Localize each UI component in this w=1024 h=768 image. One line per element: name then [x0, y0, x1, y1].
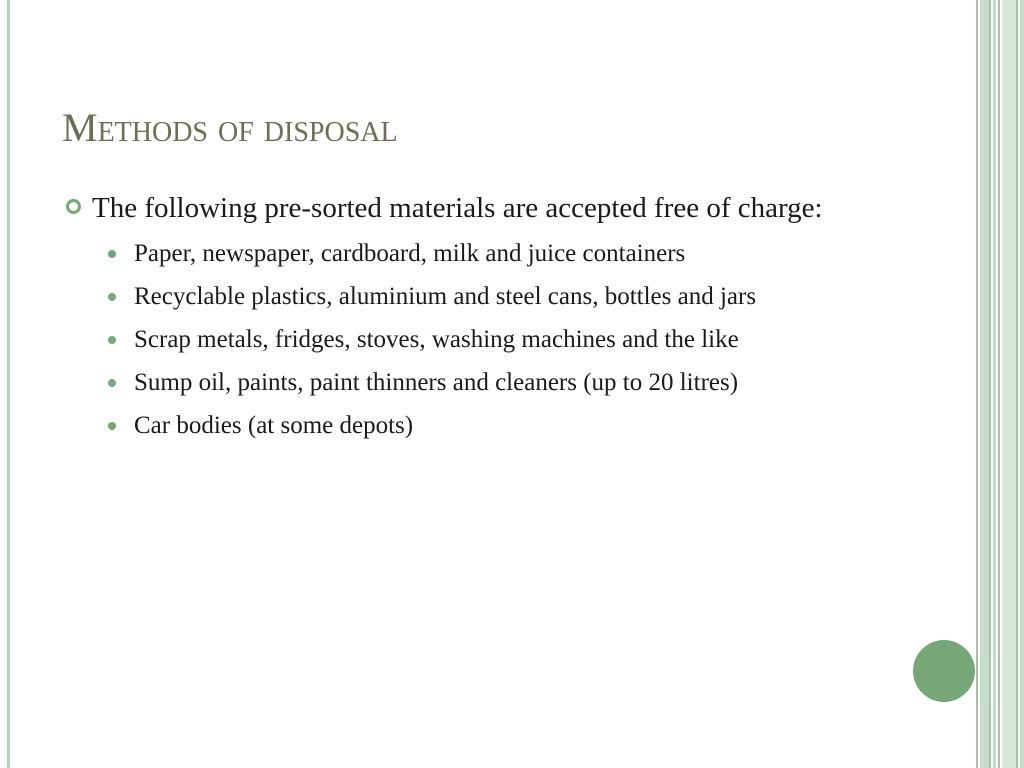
- stripe: [1016, 0, 1018, 768]
- right-decorative-stripes: [974, 0, 1024, 768]
- list-item-text: Car bodies (at some depots): [134, 412, 414, 439]
- dot-bullet-icon: [108, 336, 116, 344]
- list-item-text: Recyclable plastics, aluminium and steel cans, bottles and jars: [134, 283, 757, 310]
- stripe: [1002, 0, 1016, 768]
- slide-content: [62, 188, 872, 451]
- list-item: [62, 322, 872, 358]
- stripe: [993, 0, 996, 768]
- stripe: [1020, 0, 1024, 768]
- list-item: [62, 236, 872, 272]
- dot-bullet-icon: [108, 379, 116, 387]
- decorative-circle: [913, 640, 975, 702]
- list-item: [62, 365, 872, 401]
- dot-bullet-icon: [108, 422, 116, 430]
- stripe: [980, 0, 989, 768]
- dot-bullet-icon: [108, 250, 116, 258]
- left-border-line: [7, 0, 10, 768]
- stripe: [998, 0, 1000, 768]
- stripe: [976, 0, 978, 768]
- main-bullet-text: The following pre-sorted materials are accepted free of charge:: [92, 192, 823, 224]
- sub-bullet-list: [62, 236, 872, 444]
- stripe: [989, 0, 991, 768]
- main-bullet-item: [62, 188, 872, 228]
- list-item-text: Scrap metals, fridges, stoves, washing machines and the like: [134, 326, 739, 353]
- list-item: [62, 279, 872, 315]
- list-item-text: Paper, newspaper, cardboard, milk and juice containers: [134, 240, 686, 267]
- slide-title: Methods of disposal: [62, 105, 398, 150]
- dot-bullet-icon: [108, 293, 116, 301]
- list-item: [62, 408, 872, 444]
- ring-bullet-icon: [66, 199, 81, 214]
- list-item-text: Sump oil, paints, paint thinners and cleaners (up to 20 litres): [134, 369, 739, 396]
